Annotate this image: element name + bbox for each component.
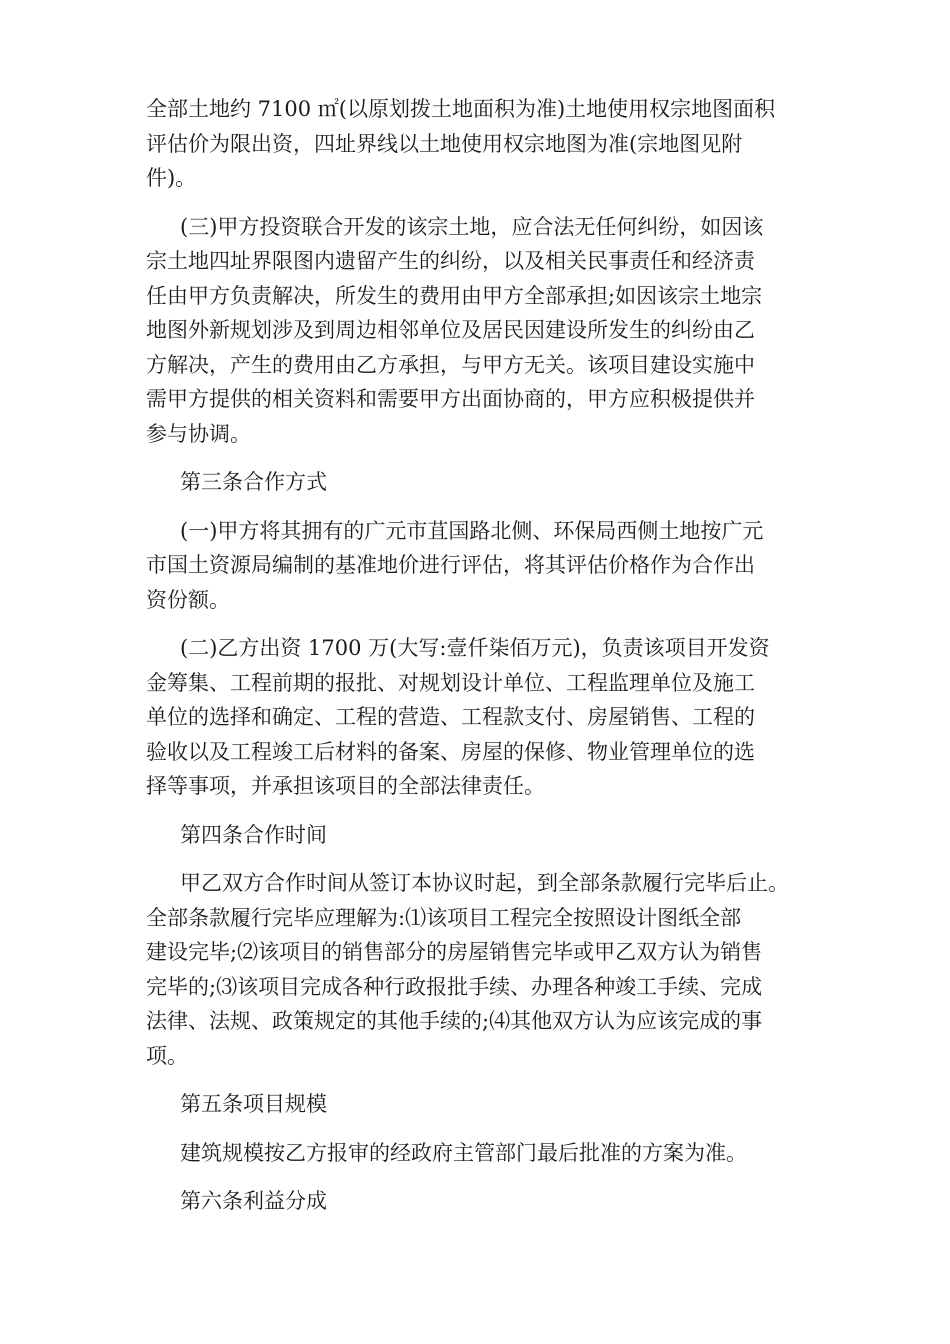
text-line: 任由甲方负责解决，所发生的费用由甲方全部承担;如因该宗土地宗 bbox=[146, 283, 763, 308]
document-page bbox=[146, 92, 826, 1233]
text-line: 市国土资源局编制的基准地价进行评估，将其评估价格作为合作出 bbox=[146, 553, 755, 577]
text-line: 宗土地四址界限图内遗留产生的纠纷，以及相关民事责任和经济责 bbox=[146, 249, 755, 273]
section-heading: 第六条利益分成 bbox=[180, 1189, 327, 1213]
section-heading: 第五条项目规模 bbox=[180, 1092, 327, 1116]
text-line: 完毕的;⑶该项目完成各种行政报批手续、办理各种竣工手续、完成 bbox=[146, 974, 763, 999]
paragraph-clause-3 bbox=[146, 210, 826, 452]
text-line: 地图外新规划涉及到周边相邻单位及居民因建设所发生的纠纷由乙 bbox=[146, 318, 755, 342]
paragraph-land-area bbox=[146, 92, 826, 196]
text-line: 单位的选择和确定、工程的营造、工程款支付、房屋销售、工程的 bbox=[146, 705, 755, 729]
paragraph-clause-2 bbox=[146, 631, 826, 804]
text-line: 建筑规模按乙方报审的经政府主管部门最后批准的方案为准。 bbox=[180, 1140, 747, 1165]
paragraph-project-scale bbox=[146, 1136, 826, 1171]
text-line: 资份额。 bbox=[146, 587, 230, 612]
text-line: (二)乙方出资 1700 万(大写:壹仟柒佰万元)，负责该项目开发资 bbox=[180, 636, 770, 660]
section-heading: 第三条合作方式 bbox=[180, 470, 327, 494]
paragraph-cooperation-time bbox=[146, 866, 826, 1073]
section-heading-article-4 bbox=[146, 818, 826, 853]
text-line: 件)。 bbox=[146, 166, 197, 190]
section-heading-article-3 bbox=[146, 465, 826, 500]
text-line: 需甲方提供的相关资料和需要甲方出面协商的，甲方应积极提供并 bbox=[146, 387, 755, 411]
text-line: 参与协调。 bbox=[146, 421, 251, 446]
text-line: 全部条款履行完毕应理解为:⑴该项目工程完全按照设计图纸全部 bbox=[146, 905, 742, 930]
paragraph-clause-1 bbox=[146, 514, 826, 618]
text-line: 甲乙双方合作时间从签订本协议时起，到全部条款履行完毕后止。 bbox=[180, 871, 789, 895]
text-line: 全部土地约 7100 ㎡(以原划拨土地面积为准)土地使用权宗地图面积 bbox=[146, 97, 776, 121]
text-line: 法律、法规、政策规定的其他手续的;⑷其他双方认为应该完成的事 bbox=[146, 1009, 763, 1033]
text-line: 验收以及工程竣工后材料的备案、房屋的保修、物业管理单位的选 bbox=[146, 739, 755, 764]
section-heading-article-6 bbox=[146, 1184, 826, 1219]
text-line: 项。 bbox=[146, 1043, 188, 1068]
text-line: 金筹集、工程前期的报批、对规划设计单位、工程监理单位及施工 bbox=[146, 670, 755, 695]
section-heading: 第四条合作时间 bbox=[180, 822, 327, 847]
section-heading-article-5 bbox=[146, 1087, 826, 1122]
text-line: 择等事项，并承担该项目的全部法律责任。 bbox=[146, 774, 545, 798]
text-line: 建设完毕;⑵该项目的销售部分的房屋销售完毕或甲乙双方认为销售 bbox=[146, 940, 763, 964]
text-line: 评估价为限出资，四址界线以土地使用权宗地图为准(宗地图见附 bbox=[146, 131, 743, 156]
text-line: (一)甲方将其拥有的广元市苴国路北侧、环保局西侧土地按广元 bbox=[180, 518, 764, 543]
text-line: 方解决，产生的费用由乙方承担，与甲方无关。该项目建设实施中 bbox=[146, 352, 755, 377]
text-line: (三)甲方投资联合开发的该宗土地，应合法无任何纠纷，如因该 bbox=[180, 214, 764, 239]
